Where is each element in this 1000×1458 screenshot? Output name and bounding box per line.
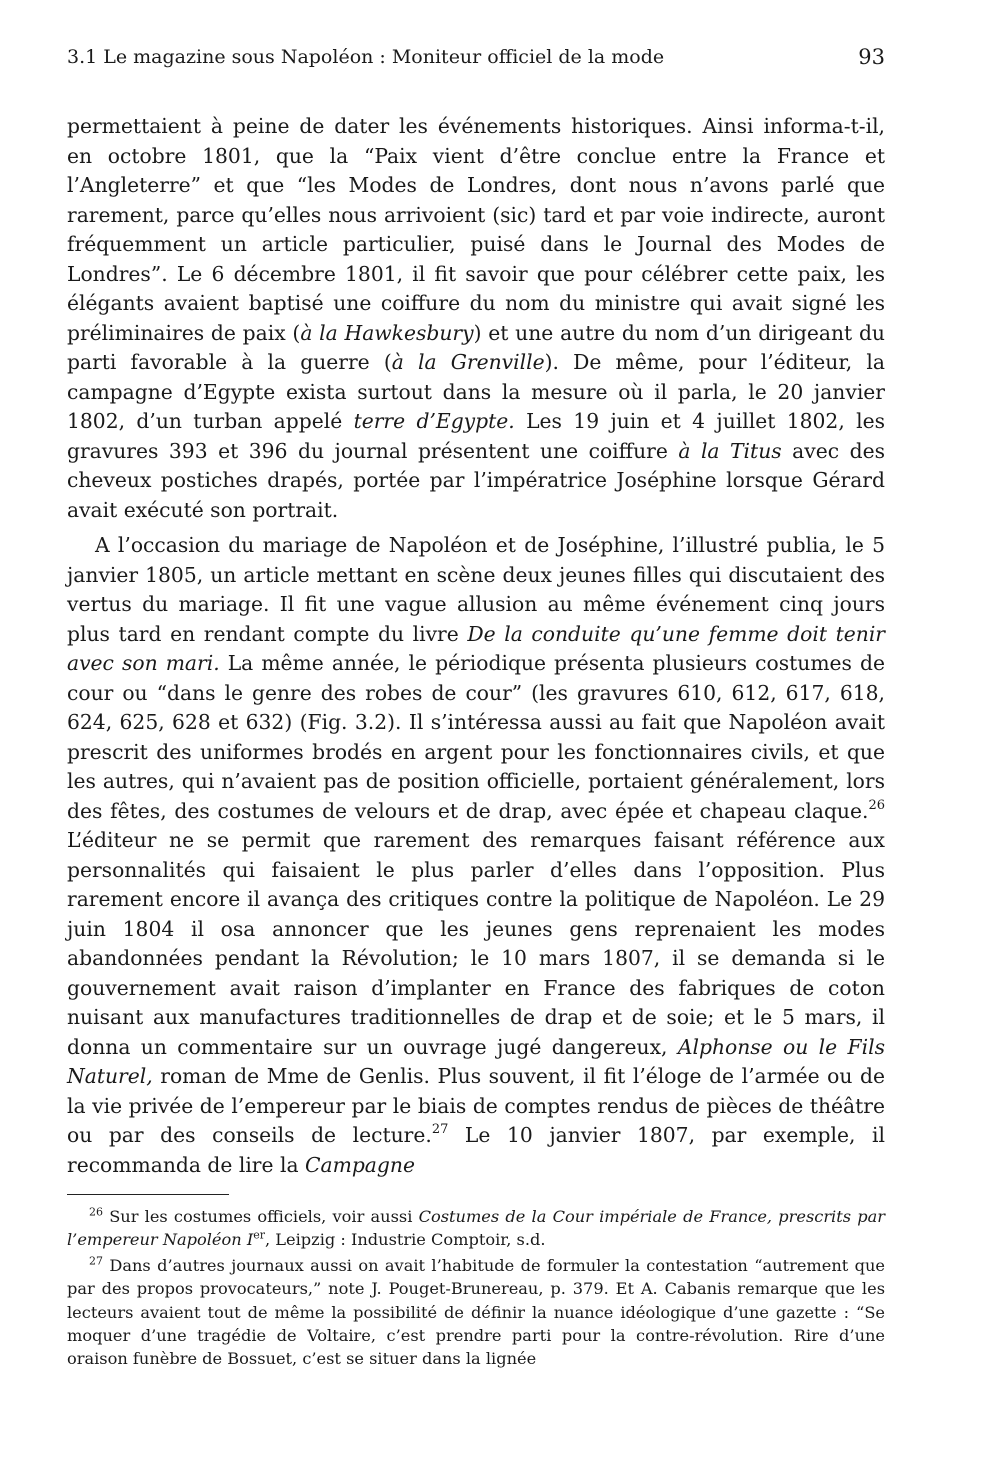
footnote-26 (67, 1205, 885, 1252)
paragraph-2-text-d: roman de Mme de Genlis. Plus souvent, il fit l’éloge de l’armée ou de la vie privée de l’empereur par le biais de comptes rendus de pièces de théâtre ou par des conseils de lecture. (67, 1064, 885, 1147)
paragraph-1-italic-titus: à la Titus (678, 438, 782, 463)
paragraph-1 (67, 112, 885, 525)
paragraph-1-italic-terre-degypte: terre d’Egypte. (353, 409, 515, 433)
footnote-divider (67, 1194, 229, 1195)
paragraph-2 (67, 531, 885, 1180)
footnote-ref-27[interactable]: 27 (431, 1122, 449, 1138)
paragraph-1-text-a: permettaient à peine de dater les événements historiques. Ainsi informa-t-il, en octobre 1801, que la “Paix vient d’être conclue entre la France et l’Angleterre” et que “les Modes de Londres, dont nous n’avons parlé que rarement, parce qu’elles nous arrivoient (sic) tard et par voie indirecte, auront fréquemment un article particulier, puisé dans le Journal des Modes de Londres”. Le 6 décembre 1801, il fit savoir que pour célébrer cette paix, les élégants avaient baptisé une coiffure du nom du ministre qui avait signé les préliminaires de paix ( (67, 114, 885, 345)
footnote-26-superscript: er (253, 1229, 265, 1243)
paragraph-1-text-e: avec des cheveux postiches drapés, portée par l’impératrice Joséphine lorsque Gérard avait exécuté son portrait. (67, 438, 885, 522)
footnote-ref-26[interactable]: 26 (868, 797, 885, 813)
paragraph-2-italic-alphonse: Alphonse ou le Fils Naturel, (67, 1034, 885, 1088)
footnotes (67, 1205, 885, 1371)
footnote-26-text-b: , Leipzig : Industrie Comptoir, s.d. (265, 1230, 546, 1250)
paragraph-2-text-b: La même année, le périodique présenta plusieurs costumes de cour ou “dans le genre des robes de cour” (les gravures 610, 612, 617, 618, 624, 625, 628 et 632) (Fig. 3.2). Il s’intéressa aussi au fait que Napoléon avait prescrit des uniformes brodés en argent pour les fonctionnaires civils, et que les autres, qui n’avaient pas de position officielle, portaient généralement, lors des fêtes, des costumes de velours et de drap, avec épée et chapeau claque. (67, 651, 886, 823)
paragraph-2-text-c: L’éditeur ne se permit que rarement des remarques faisant référence aux personnalités qui faisaient le plus parler d’elles dans l’opposition. Plus rarement encore il avança des critiques contre la politique de Napoléon. Le 29 juin 1804 il osa annoncer que les jeunes gens reprenaient les modes abandonnées pendant la Révolution; le 10 mars 1807, il se demanda si le gouvernement avait raison d’implanter en France des fabriques de coton nuisant aux manufactures traditionnelles de drap et de soie; et le 5 mars, il donna un commentaire sur un ouvrage jugé dangereux, (67, 828, 885, 1059)
paragraph-2-italic-book-title: De la conduite qu’une femme doit tenir avec son mari. (67, 621, 885, 675)
paragraph-2-text-e: Le 10 janvier 1807, par exemple, il recommanda de lire la (67, 1123, 886, 1177)
page-number: 93 (858, 45, 885, 69)
paragraph-1-text-c: ). De même, pour l’éditeur, la campagne d’Egypte exista surtout dans la mesure où il parla, le 20 janvier 1802, d’un turban appelé (67, 350, 885, 433)
footnote-26-italic-title: Costumes de la Cour impériale de France, prescrits par l’empereur Napoléon I (67, 1207, 886, 1250)
footnote-27-text: Dans d’autres journaux aussi on avait l’habitude de formuler la contestation “autrement que par des propos provocateurs,” note J. Pouget-Brunereau, p. 379. Et A. Cabanis remarque que les lecteurs avaient tout de même la possibilité de définir la nuance idéologique d’une gazette : “Se moquer d’une tragédie de Voltaire, c’est prendre parti pour la contre-révolution. Rire d’une oraison funèbre de Bossuet, c’est se situer dans la lignée (67, 1255, 885, 1369)
paragraph-1-text-d: Les 19 juin et 4 juillet 1802, les gravures 393 et 396 du journal présentent une coiffure (67, 409, 886, 463)
footnote-27 (67, 1254, 885, 1371)
paragraph-2-text-a: A l’occasion du mariage de Napoléon et de Joséphine, l’illustré publia, le 5 janvier 1805, un article mettant en scène deux jeunes filles qui discutaient des vertus du mariage. Il fit une vague allusion au même événement cinq jours plus tard en rendant compte du livre (67, 533, 885, 646)
running-head (67, 40, 885, 74)
running-head-title: 3.1 Le magazine sous Napoléon : Moniteur officiel de la mode (67, 46, 665, 68)
paragraph-1-italic-grenville: à la Grenville (391, 350, 545, 374)
main-text (67, 112, 885, 1180)
footnote-26-text-a: Sur les costumes officiels, voir aussi (103, 1207, 419, 1226)
paragraph-2-italic-campagne: Campagne (304, 1152, 415, 1177)
footnote-26-number: 26 (89, 1205, 103, 1219)
paragraph-1-text-b: ) et une autre du nom d’un dirigeant du parti favorable à la guerre ( (67, 320, 885, 374)
paragraph-1-italic-hawkesbury: à la Hawkesbury (300, 320, 474, 345)
footnote-27-number: 27 (89, 1254, 103, 1268)
